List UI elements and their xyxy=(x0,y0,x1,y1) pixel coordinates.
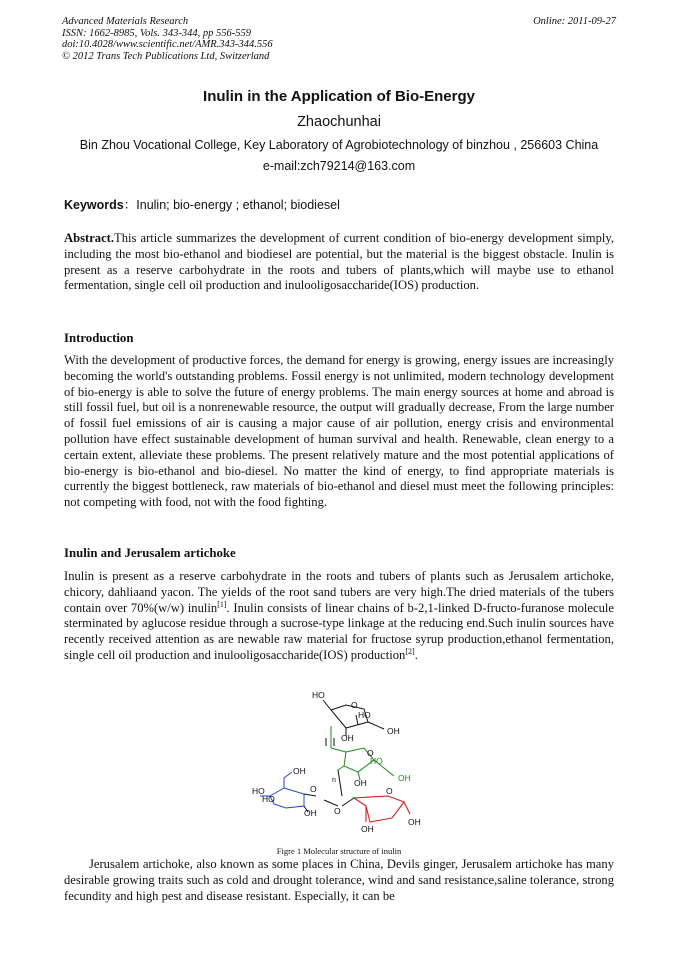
inulin-text-part2: . Inulin consists of linear chains of b-2,1-linked D-fructo-furanose molecule sterminated by aglucose residue through a sucrose-type linkage at the reducing end.Such inulin sources have recently received attention as are newable raw material for fructose syrup production,ethanol fermentation, single cell oil production and inulooligosaccharide(IOS) production xyxy=(64,600,614,662)
inulin-section-heading: Inulin and Jerusalem artichoke xyxy=(64,546,236,560)
chain-bracket xyxy=(326,738,342,796)
label-ho-glucose: HO xyxy=(252,786,265,796)
abstract-text: This article summarizes the development of current condition of bio-energy development simply, including the most bio-ethanol and biodiesel are potential, but the material is the biggest obstacle. Inulin is present as a reserve carbohydrate in the roots and tubers of plants,which will maybe use to ethanol fermentation, single cell oil production and inulooligosaccharide(IOS) production. xyxy=(64,231,614,293)
terminal-fructose-ring xyxy=(354,796,410,822)
inulin-paragraph xyxy=(64,569,614,664)
label-n-repeat: n xyxy=(332,777,336,784)
introduction-heading: Introduction xyxy=(64,331,134,345)
label-oh-top-bottom: OH xyxy=(341,733,354,743)
paper-title: Inulin in the Application of Bio-Energy xyxy=(203,88,475,105)
online-date: Online: 2011-09-27 xyxy=(533,16,616,27)
label-oh-top-right: OH xyxy=(387,726,400,736)
label-ho-glucose2: HO xyxy=(262,794,275,804)
keywords-text: Inulin; bio-energy ; ethanol; biodiesel xyxy=(136,198,340,212)
label-oh-fructose-right: OH xyxy=(408,817,421,827)
keywords-line xyxy=(64,195,340,213)
keywords-separator: ： xyxy=(123,198,137,212)
author-name: Zhaochunhai xyxy=(297,114,381,130)
fructose-link xyxy=(342,798,354,806)
doi-line: doi:10.4028/www.scientific.net/AMR.343-344.556 xyxy=(62,39,273,50)
abstract-paragraph xyxy=(64,231,614,294)
journal-name: Advanced Materials Research xyxy=(62,16,189,27)
page-header xyxy=(62,16,616,62)
label-oh-fructose-bottom: OH xyxy=(361,824,374,834)
issn-line: ISSN: 1662-8985, Vols. 343-344, pp 556-559 xyxy=(62,27,251,39)
figure-caption: Figre 1 Molecular structure of inulin xyxy=(276,846,402,856)
label-oh-middle-right: OH xyxy=(398,773,411,783)
inulin-structure-figure xyxy=(246,688,436,836)
affiliation: Bin Zhou Vocational College, Key Laboratory of Agrobiotechnology of binzhou , 256603 China xyxy=(79,138,599,152)
label-ho-top2: HO xyxy=(358,710,371,720)
inulin-text-part3: . xyxy=(414,647,418,662)
citation-ref-2[interactable]: [2] xyxy=(405,646,415,656)
label-oh-glucose-bottom: OH xyxy=(304,808,317,818)
email: e-mail:zch79214@163.com xyxy=(262,159,416,173)
artichoke-paragraph: Jerusalem artichoke, also known as some places in China, Devils ginger, Jerusalem artichoke has many desirable growing traits such as cold and drought tolerance, wind and sand resistance,saline tolerance, strong fecundity and high pest and disease resistant. Especially, it can be xyxy=(64,857,614,903)
label-o-glucose: O xyxy=(310,784,317,794)
label-o-link: O xyxy=(334,806,341,816)
abstract-label: Abstract. xyxy=(64,231,115,245)
citation-ref-1[interactable]: [1] xyxy=(217,599,227,609)
label-oh-glucose: OH xyxy=(293,766,306,776)
inulin-text-part1: Inulin is present as a reserve carbohydrate in the roots and tubers of plants such as Jerusalem artichoke, chicory, dahliaand yacon. The yields of the root sand tubers are very high.The dried materials of the tubers contain over 70%(w/w) inulin xyxy=(64,569,614,615)
label-oh-middle-bottom: OH xyxy=(354,778,367,788)
keywords-label: Keywords xyxy=(64,198,124,212)
label-o-top: O xyxy=(351,700,358,710)
label-ho-middle: HO xyxy=(370,756,383,766)
label-o-fructose: O xyxy=(386,786,393,796)
introduction-paragraph: With the development of productive forces, the demand for energy is growing, energy issues are increasingly becoming the world's outstanding problems. Fossil energy is not unlimited, modern technology development of bio-energy is able to solve the future of energy problems. The main energy sources at home and abroad is still fossil fuel, but oil is a nonrenewable resource, the output will gradually decrease, From the large number of fossil fuel emissions of air is causing a major cause of air pollution, energy crisis and environmental pollution have effect sustainable development of human survival and health. Renewable, clean energy to a certain extent, alleviate these problems. The present relatively mature and the most potential applications of bio-energy is bio-ethanol and bio-diesel. No matter the kind of energy, to find appropriate materials is currently the biggest bottleneck, raw materials of bio-ethanol and diesel must meet the following principles: not competing with food, not with the food fighting. xyxy=(64,353,614,510)
label-o-middle: O xyxy=(367,748,374,758)
label-ho-top: HO xyxy=(312,690,325,700)
copyright-line: © 2012 Trans Tech Publications Ltd, Switzerland xyxy=(62,50,270,62)
